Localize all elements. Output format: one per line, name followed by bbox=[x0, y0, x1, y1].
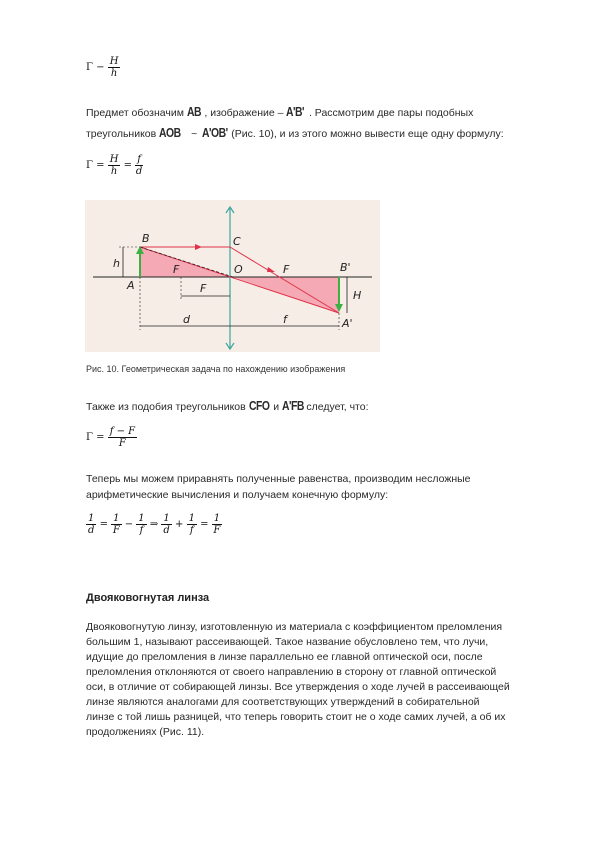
lens-figure bbox=[85, 200, 380, 352]
formula-lhs: Γ = bbox=[86, 432, 105, 443]
plus-sign: + bbox=[174, 519, 184, 530]
text-span: следует, что: bbox=[306, 401, 369, 413]
label-H: H bbox=[353, 289, 362, 302]
lens-diagram bbox=[85, 200, 380, 352]
symbol-ab: AB bbox=[186, 104, 201, 119]
formula-magnification-2 bbox=[86, 154, 143, 177]
fraction-numerator: 1 bbox=[138, 513, 145, 524]
text-span: Также из подобия треугольников bbox=[86, 401, 246, 413]
fraction-numerator: f − F bbox=[109, 426, 136, 437]
fraction-numerator: 1 bbox=[188, 513, 195, 524]
minus-sign: − bbox=[124, 519, 134, 530]
label-d: d bbox=[183, 313, 190, 326]
label-Ap: A' bbox=[342, 317, 353, 330]
label-C: C bbox=[233, 235, 241, 248]
formula-lhs: Γ = bbox=[86, 160, 105, 171]
fraction bbox=[135, 154, 143, 177]
paragraph-line: преломления отклоняются от своего направлению в сторону от главной оптической bbox=[86, 666, 497, 678]
implies-arrow: ⇒ bbox=[149, 519, 159, 530]
fraction-denominator: d bbox=[163, 525, 170, 536]
paragraph-line: Теперь мы можем приравнять полученные равенства, производим несложные bbox=[86, 473, 471, 485]
fraction bbox=[108, 426, 137, 449]
fraction-denominator: F bbox=[213, 525, 221, 536]
fraction bbox=[161, 513, 171, 536]
symbol-cfo: CFO bbox=[248, 398, 270, 413]
text-span: (Рис. 10), и из этого можно вывести еще одну формулу: bbox=[231, 128, 504, 140]
fraction-denominator: d bbox=[135, 166, 143, 177]
fraction-denominator: d bbox=[87, 525, 95, 536]
paragraph-line bbox=[86, 398, 369, 415]
fraction-numerator: H bbox=[109, 154, 119, 165]
similarity-symbol: ~ bbox=[191, 128, 198, 140]
formula-thin-lens bbox=[86, 513, 222, 536]
label-A: A bbox=[127, 279, 135, 292]
fraction-numerator: H bbox=[109, 56, 119, 67]
text-span: и bbox=[273, 401, 280, 413]
paragraph-line bbox=[86, 125, 504, 142]
paragraph-diverging-lens bbox=[86, 620, 510, 740]
symbol-aobp: A'OB' bbox=[202, 125, 228, 140]
symbol-apbp: A'B' bbox=[286, 104, 305, 119]
paragraph-line bbox=[86, 104, 473, 121]
fraction-denominator: f bbox=[139, 525, 144, 536]
text-span: треугольников bbox=[86, 128, 157, 140]
paragraph-line: идущие до преломления в линзе параллельно ее главной оптической оси, после bbox=[86, 651, 483, 663]
paragraph-line: продолжениях (Рис. 11). bbox=[86, 726, 205, 738]
fraction bbox=[86, 513, 96, 536]
text-span: . Рассмотрим две пары подобных bbox=[308, 107, 474, 119]
text-span: Предмет обозначим bbox=[86, 107, 184, 119]
figure-caption: Рис. 10. Геометрическая задача по нахождению изображения bbox=[86, 364, 346, 374]
paragraph-line: оси, в отличие от собирающей линзы. Все утверждения о ходе лучей в рассеивающей bbox=[86, 681, 510, 693]
fraction-numerator: 1 bbox=[113, 513, 120, 524]
fraction-numerator: 1 bbox=[163, 513, 170, 524]
label-f: f bbox=[283, 313, 287, 326]
equals-sign: = bbox=[200, 519, 209, 530]
text-span: , изображение – bbox=[204, 107, 284, 119]
fraction bbox=[136, 513, 146, 536]
label-F-right: F bbox=[283, 263, 290, 276]
fraction-denominator: h bbox=[110, 68, 118, 79]
paragraph-line: линзе с той лишь разницей, что теперь говорить стоит не о ходе самих лучей, а об их bbox=[86, 711, 506, 723]
symbol-apfb: A'FB bbox=[282, 398, 304, 413]
fraction bbox=[187, 513, 197, 536]
label-O: O bbox=[234, 263, 243, 276]
fraction-denominator: h bbox=[110, 166, 118, 177]
formula-magnification-3 bbox=[86, 426, 137, 449]
paragraph-line: большим 1, называют рассеивающей. Такое название обусловлено тем, что лучи, bbox=[86, 636, 489, 648]
paragraph-line: арифметические вычисления и получаем конечную формулу: bbox=[86, 489, 389, 501]
formula-magnification-1 bbox=[86, 56, 120, 79]
label-F-left: F bbox=[173, 263, 180, 276]
fraction-denominator: f bbox=[189, 525, 194, 536]
fraction-denominator: F bbox=[112, 525, 120, 536]
fraction bbox=[108, 56, 121, 79]
label-F-bottom: F bbox=[200, 282, 207, 295]
fraction bbox=[212, 513, 222, 536]
paragraph-line: Двояковогнутую линзу, изготовленную из материала с коэффициентом преломления bbox=[86, 621, 503, 633]
fraction bbox=[111, 513, 121, 536]
section-heading: Двояковогнутая линза bbox=[86, 592, 210, 604]
fraction-numerator: 1 bbox=[213, 513, 221, 524]
equals-sign: = bbox=[99, 519, 108, 530]
paragraph-line: линзе являются аналогами для соответствующих утверждений в собирательной bbox=[86, 696, 480, 708]
equals-sign: = bbox=[123, 160, 132, 171]
figure-background bbox=[85, 200, 380, 352]
label-Bp: B' bbox=[340, 261, 351, 274]
fraction-numerator: f bbox=[137, 154, 141, 165]
formula-lhs: Γ − bbox=[86, 62, 105, 73]
fraction-numerator: 1 bbox=[88, 513, 95, 524]
symbol-aob: AOB bbox=[159, 125, 181, 140]
fraction-denominator: F bbox=[118, 438, 126, 449]
fraction bbox=[108, 154, 121, 177]
label-h: h bbox=[113, 257, 120, 270]
label-B: B bbox=[142, 232, 150, 245]
